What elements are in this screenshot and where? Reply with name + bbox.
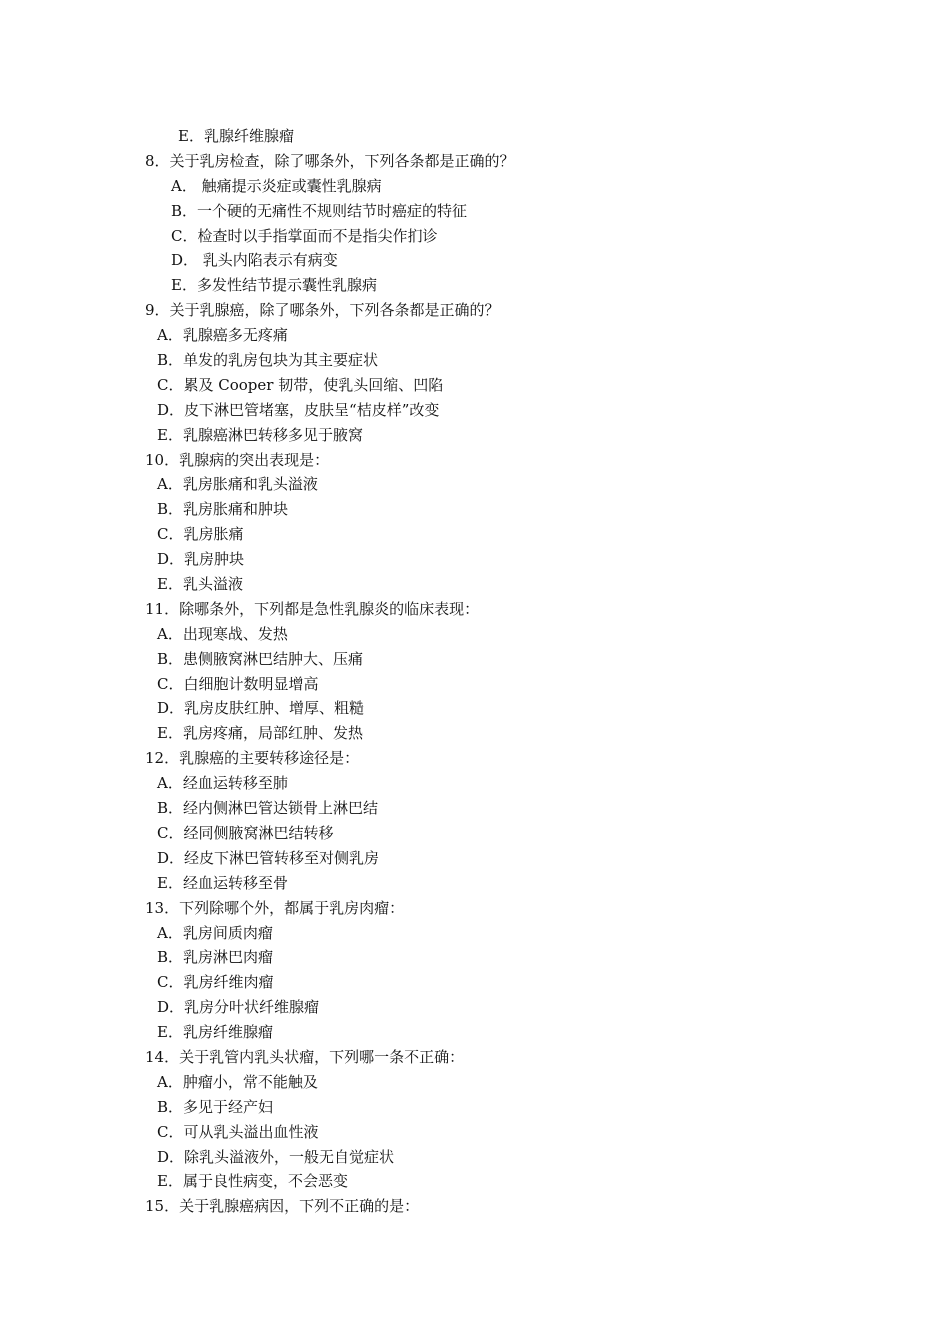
answer-option: D． 乳头内陷表示有病变 — [171, 251, 338, 270]
answer-option: C．白细胞计数明显增高 — [157, 674, 319, 693]
question-stem: 9．关于乳腺癌，除了哪条外，下列各条都是正确的？ — [145, 301, 500, 320]
answer-option: E．属于良性病变，不会恶变 — [157, 1172, 348, 1191]
answer-option: C．累及 Cooper 韧带，使乳头回缩、凹陷 — [157, 375, 444, 394]
question-stem: 15．关于乳腺癌病因，下列不正确的是： — [145, 1197, 420, 1216]
question-stem: 8．关于乳房检查，除了哪条外，下列各条都是正确的？ — [145, 151, 515, 170]
answer-option: A．乳房间质肉瘤 — [157, 923, 273, 942]
question-stem: 12．乳腺癌的主要转移途径是： — [145, 749, 360, 768]
question-stem: 10．乳腺病的突出表现是： — [145, 450, 330, 469]
answer-option: E．多发性结节提示囊性乳腺病 — [171, 276, 377, 295]
answer-option: C．乳房纤维肉瘤 — [157, 973, 274, 992]
answer-option: C．经同侧腋窝淋巴结转移 — [157, 823, 334, 842]
answer-option: B．乳房胀痛和肿块 — [157, 500, 289, 519]
answer-option: A．乳腺癌多无疼痛 — [157, 326, 288, 345]
answer-option: A．乳房胀痛和乳头溢液 — [157, 475, 318, 494]
answer-option: D．皮下淋巴管堵塞，皮肤呈“桔皮样”改变 — [157, 400, 440, 419]
answer-option: B．乳房淋巴肉瘤 — [157, 948, 274, 967]
answer-option: B．单发的乳房包块为其主要症状 — [157, 351, 379, 370]
answer-option: C．乳房胀痛 — [157, 525, 244, 544]
answer-option: C．检查时以手指掌面而不是指尖作扪诊 — [171, 226, 438, 245]
answer-option: D．乳房皮肤红肿、增厚、粗糙 — [157, 699, 365, 718]
answer-option: C．可从乳头溢出血性液 — [157, 1122, 319, 1141]
question-stem: 11．除哪条外，下列都是急性乳腺炎的临床表现： — [145, 599, 480, 618]
answer-option: D．乳房分叶状纤维腺瘤 — [157, 998, 320, 1017]
answer-option: D．乳房肿块 — [157, 550, 245, 569]
answer-option: E．经血运转移至骨 — [157, 873, 288, 892]
answer-option: E．乳头溢液 — [157, 575, 243, 594]
answer-option: B．经内侧淋巴管达锁骨上淋巴结 — [157, 799, 379, 818]
question-stem: 14．关于乳管内乳头状瘤，下列哪一条不正确： — [145, 1047, 465, 1066]
answer-option: B．一个硬的无痛性不规则结节时癌症的特征 — [171, 201, 468, 220]
answer-option: D．经皮下淋巴管转移至对侧乳房 — [157, 848, 380, 867]
answer-option: A．经血运转移至肺 — [157, 774, 288, 793]
question-stem: 13．下列除哪个外，都属于乳房肉瘤： — [145, 898, 405, 917]
answer-option: E．乳腺癌淋巴转移多见于腋窝 — [157, 425, 363, 444]
answer-option: A． 触痛提示炎症或囊性乳腺病 — [171, 176, 382, 195]
answer-option: B．患侧腋窝淋巴结肿大、压痛 — [157, 649, 364, 668]
answer-option: A．出现寒战、发热 — [157, 624, 288, 643]
answer-option: B．多见于经产妇 — [157, 1097, 274, 1116]
question-list — [145, 124, 845, 1219]
answer-option: A．肿瘤小，常不能触及 — [157, 1072, 318, 1091]
answer-option: E．乳房疼痛，局部红肿、发热 — [157, 724, 363, 743]
answer-option: E．乳腺纤维腺瘤 — [178, 127, 294, 145]
answer-option: D．除乳头溢液外，一般无自觉症状 — [157, 1147, 395, 1166]
answer-option: E．乳房纤维腺瘤 — [157, 1023, 273, 1042]
